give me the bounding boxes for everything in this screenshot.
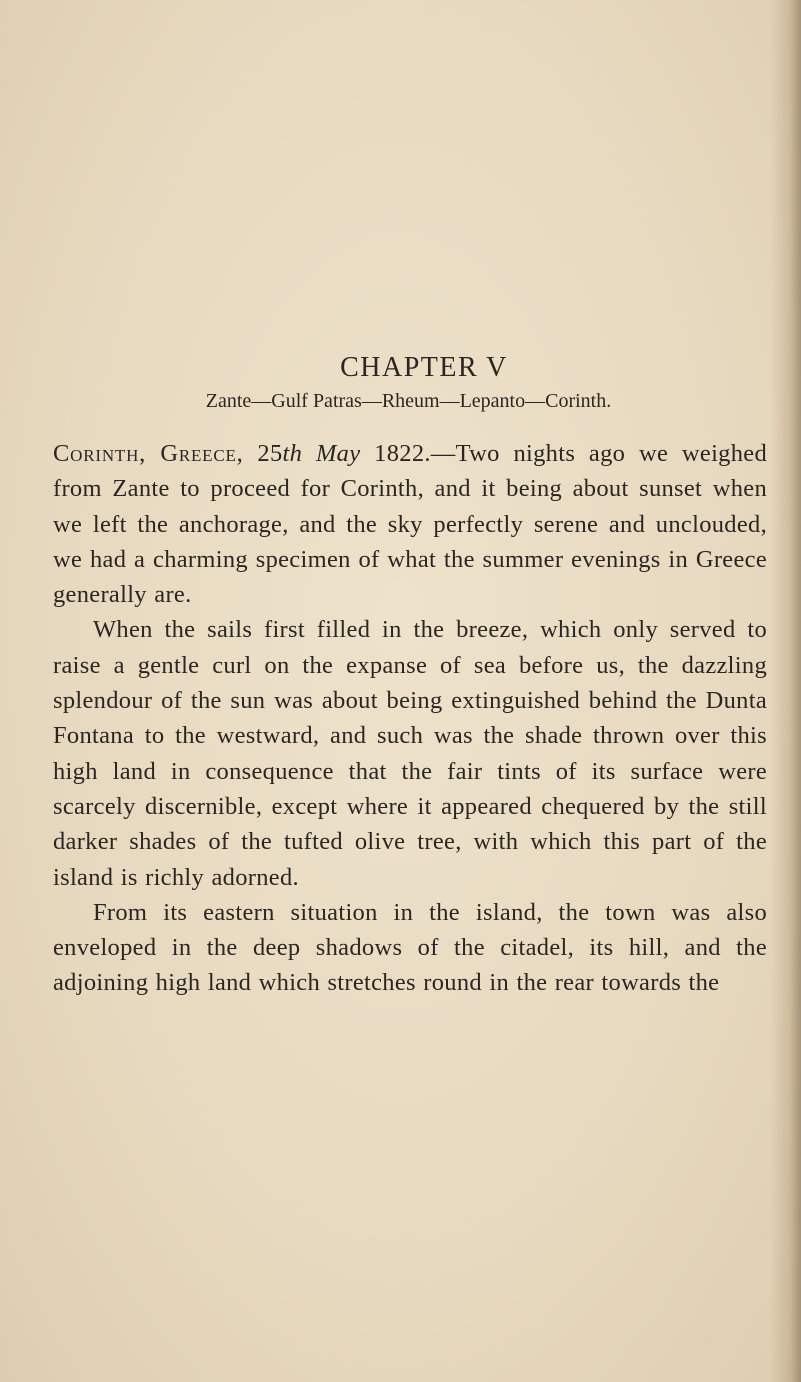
dateline-month: May xyxy=(315,440,361,467)
paragraph-3: From its eastern situation in the island, the town was also enveloped in the deep shadows of the citadel, its hill, and the adjoining high land which stretches round in the rear towards the xyxy=(53,898,767,997)
paragraph-1-text: —Two nights ago we weighed from Zante to proceed for Corinth, and it being about sunset when we left the anchorage, and the sky perfectly serene and unclouded, we had a charming specimen of what the summer evenings in Greece generally are. xyxy=(53,440,768,609)
dateline-day: 25 xyxy=(257,440,283,467)
chapter-heading xyxy=(0,352,801,384)
dateline-year: 1822. xyxy=(374,440,431,467)
dateline-place: Corinth, Greece, xyxy=(53,440,244,467)
chapter-title: CHAPTER V xyxy=(340,352,508,383)
chapter-summary: Zante—Gulf Patras—Rheum—Lepanto—Corinth. xyxy=(205,390,612,412)
dateline-day-suffix: th xyxy=(282,440,303,467)
body-text xyxy=(53,436,767,1001)
paragraph-2: When the sails first filled in the breeze, which only served to raise a gentle curl on the expanse of sea before us, the dazzling splendour of the sun was about being extinguished behind the Dunta Fontana to the westward, and such was the shade thrown over this high land in consequence that the fair tints of its surface were scarcely discernible, except where it appeared chequered by the still darker shades of the tufted olive tree, with which this part of the island is richly adorned. xyxy=(53,616,767,891)
paragraph-1 xyxy=(53,436,767,612)
